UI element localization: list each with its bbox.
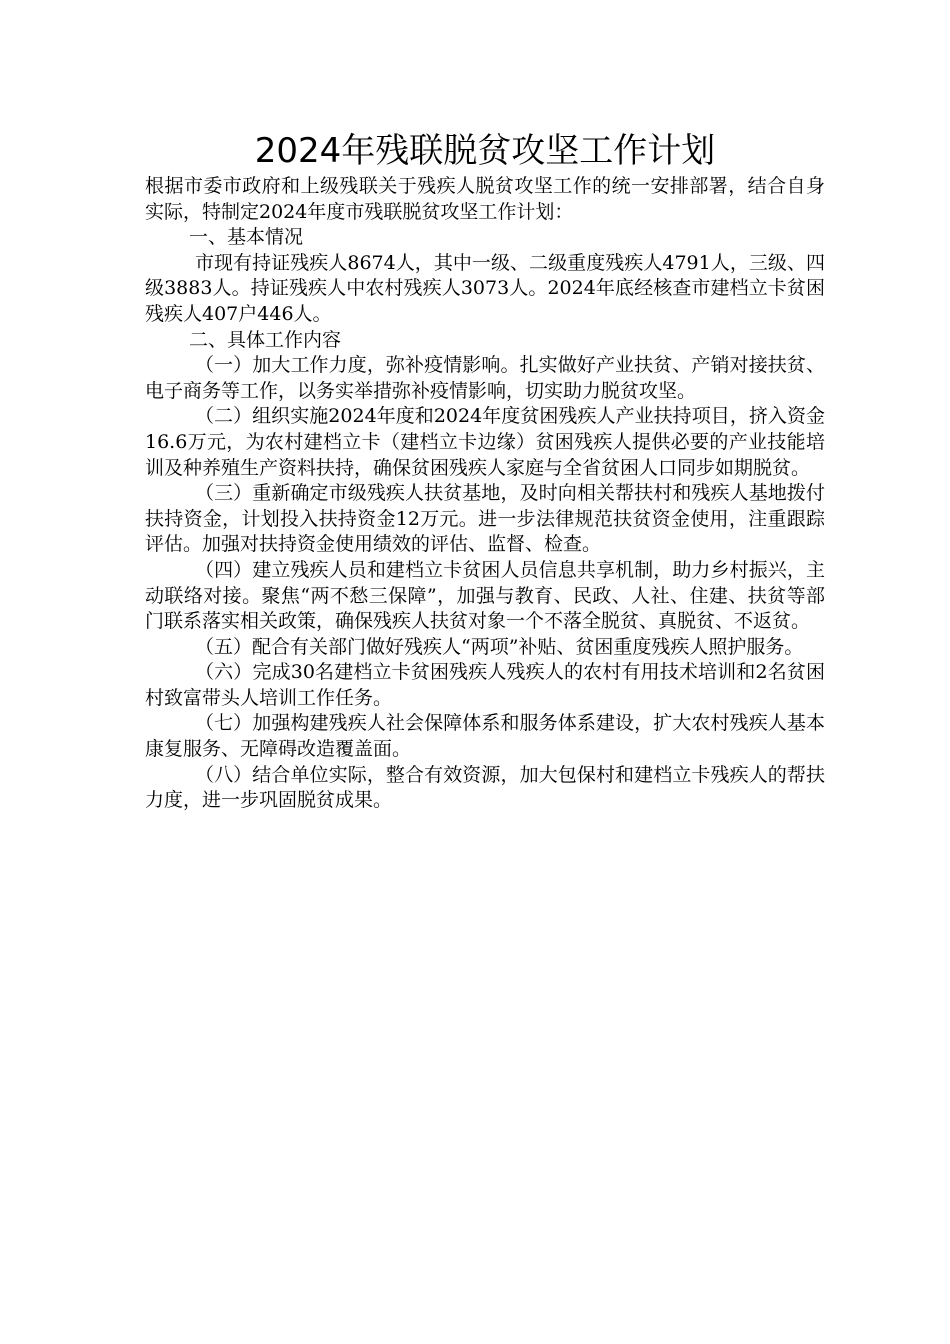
section-heading-work: 二、具体工作内容 <box>189 328 342 351</box>
basic-situation-paragraph: 市现有持证残疾人8674人，其中一级、二级重度残疾人4791人，三级、四级3883人。持证残疾人中农村残疾人3073人。2024年底经核查市建档立卡贫困残疾人407户446人。 <box>145 251 825 325</box>
work-item-2: （二）组织实施2024年度和2024年度贫困残疾人产业扶持项目，挤入资金16.6万元，为农村建档立卡（建档立卡边缘）贫困残疾人提供必要的产业技能培训及种养殖生产资料扶持，确保贫困残疾人家庭与全省贫困人口同步如期脱贫。 <box>145 405 825 479</box>
document-body <box>145 128 825 814</box>
work-item-5: （五）配合有关部门做好残疾人“两项”补贴、贫困重度残疾人照护服务。 <box>195 635 804 658</box>
section-heading-basic: 一、基本情况 <box>189 226 304 249</box>
work-item-1: （一）加大工作力度，弥补疫情影响。扎实做好产业扶贫、产销对接扶贫、电子商务等工作，以务实举措弥补疫情影响，切实助力脱贫攻坚。 <box>145 354 825 402</box>
document-title: 2024年残联脱贫攻坚工作计划 <box>254 131 716 171</box>
work-item-8: （八）结合单位实际，整合有效资源，加大包保村和建档立卡残疾人的帮扶力度，进一步巩固脱贫成果。 <box>145 763 825 812</box>
work-item-7: （七）加强构建残疾人社会保障体系和服务体系建设，扩大农村残疾人基本康复服务、无障碍改造覆盖面。 <box>145 712 825 761</box>
intro-paragraph: 根据市委市政府和上级残联关于残疾人脱贫攻坚工作的统一安排部署，结合自身实际，特制定2024年度市残联脱贫攻坚工作计划： <box>145 175 825 223</box>
work-item-6: （六）完成30名建档立卡贫困残疾人残疾人的农村有用技术培训和2名贫困村致富带头人培训工作任务。 <box>145 661 825 709</box>
work-item-4: （四）建立残疾人员和建档立卡贫困人员信息共享机制，助力乡村振兴，主动联络对接。聚焦“两不愁三保障”，加强与教育、民政、人社、住建、扶贫等部门联系落实相关政策，确保残疾人扶贫对象一个不落全脱贫、真脱贫、不返贫。 <box>145 558 825 633</box>
work-item-3: （三）重新确定市级残疾人扶贫基地，及时向相关帮扶村和残疾人基地拨付扶持资金，计划投入扶持资金12万元。进一步法律规范扶贫资金使用，注重跟踪评估。加强对扶持资金使用绩效的评估、监督、检查。 <box>145 482 825 556</box>
